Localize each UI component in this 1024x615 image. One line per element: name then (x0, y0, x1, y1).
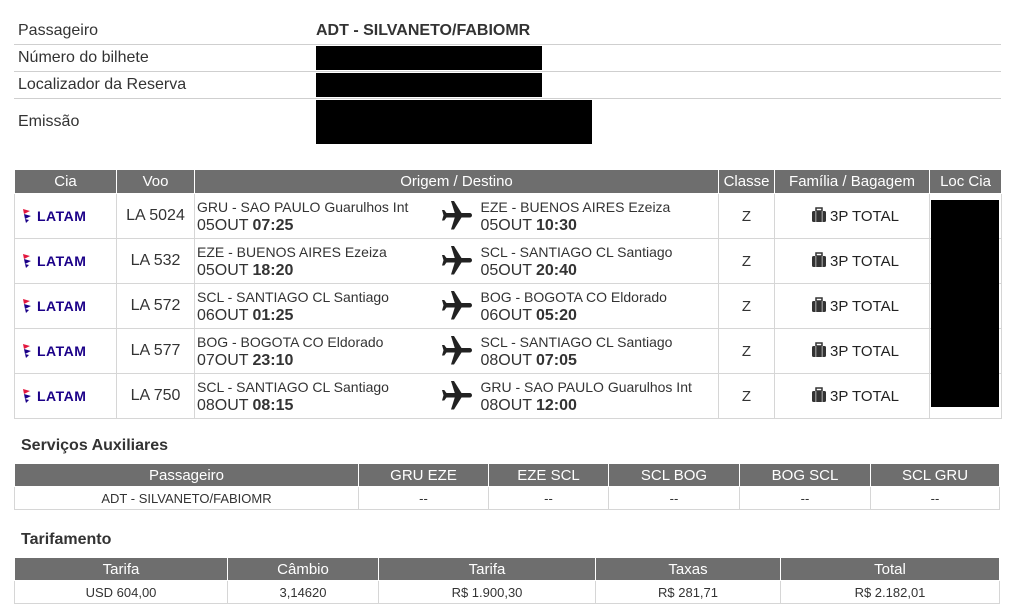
airplane-icon (439, 243, 475, 279)
airline-cell (15, 374, 117, 419)
flight-number: LA 532 (117, 239, 195, 284)
class-cell: Z (719, 194, 775, 239)
info-row-emissao (14, 99, 1001, 145)
flight-number: LA 5024 (117, 194, 195, 239)
aux-row (15, 487, 1000, 510)
class-cell: Z (719, 284, 775, 329)
info-row-passageiro (14, 18, 1001, 45)
header-voo: Voo (117, 170, 195, 194)
aux-cell-passageiro: ADT - SILVANETO/FABIOMR (15, 487, 359, 510)
aux-header-passageiro: Passageiro (15, 464, 359, 487)
redacted-localizador (316, 73, 542, 97)
header-familia-bagagem: Família / Bagagem (775, 170, 930, 194)
origin-place: SCL - SANTIAGO CL Santiago (197, 378, 389, 395)
baggage-cell (775, 194, 930, 239)
tarif-header-cambio: Câmbio (228, 558, 379, 581)
tarif-header-tarifa-brl: Tarifa (379, 558, 596, 581)
header-loc-cia: Loc Cia (930, 170, 1002, 194)
airline-cell (15, 194, 117, 239)
tarif-header-taxas: Taxas (596, 558, 781, 581)
flights-header-row (15, 170, 1002, 194)
aux-header-scl-gru: SCL GRU (871, 464, 1000, 487)
tarif-cell-cambio: 3,14620 (228, 581, 379, 604)
destination (479, 198, 719, 235)
flight-row (15, 194, 1002, 239)
latam-logo-icon (21, 253, 35, 269)
airline-cell (15, 284, 117, 329)
latam-logo-text: LATAM (37, 253, 87, 269)
tarif-cell-tarifa-brl: R$ 1.900,30 (379, 581, 596, 604)
aux-cell-gru-eze: -- (359, 487, 489, 510)
latam-logo-text: LATAM (37, 388, 87, 404)
header-cia: Cia (15, 170, 117, 194)
localizador-label: Localizador da Reserva (18, 76, 187, 93)
origin-time: 18:20 (252, 261, 294, 279)
route-cell (195, 194, 719, 239)
flight-row (15, 329, 1002, 374)
bilhete-label: Número do bilhete (18, 49, 149, 66)
origin-place: GRU - SAO PAULO Guarulhos Int (197, 198, 409, 215)
origin-time: 01:25 (252, 306, 294, 324)
emissao-label: Emissão (18, 113, 80, 130)
passenger-info (14, 18, 1001, 145)
aux-cell-bog-scl: -- (740, 487, 871, 510)
airplane-icon (439, 333, 475, 369)
tarif-header-row (15, 558, 1000, 581)
airline-cell (15, 329, 117, 374)
aux-title: Serviços Auxiliares (21, 437, 169, 454)
latam-logo (15, 253, 116, 269)
destination-time: 07:05 (535, 351, 577, 369)
baggage-cell (775, 239, 930, 284)
destination (479, 288, 719, 325)
latam-logo (15, 388, 116, 404)
flight-number: LA 572 (117, 284, 195, 329)
aux-cell-scl-gru: -- (871, 487, 1000, 510)
airplane-icon (439, 288, 475, 324)
baggage-icon (811, 387, 827, 403)
origin-date: 06OUT (197, 306, 249, 324)
tarif-cell-tarifa: USD 604,00 (15, 581, 228, 604)
emissao-value (316, 99, 1001, 144)
redacted-bilhete (316, 46, 542, 70)
destination-time: 10:30 (535, 216, 577, 234)
origin (195, 378, 435, 415)
baggage-icon (811, 342, 827, 358)
latam-logo (15, 298, 116, 314)
latam-logo (15, 208, 116, 224)
destination-place: EZE - BUENOS AIRES Ezeiza (480, 198, 671, 215)
destination-date: 05OUT (480, 261, 533, 279)
route-cell (195, 329, 719, 374)
latam-logo-text: LATAM (37, 208, 87, 224)
aux-table (14, 463, 1000, 510)
flight-row (15, 374, 1002, 419)
class-cell: Z (719, 374, 775, 419)
origin (195, 198, 435, 235)
baggage-icon (811, 252, 827, 268)
destination-place: GRU - SAO PAULO Guarulhos Int (480, 378, 692, 395)
baggage-icon (811, 297, 827, 313)
tarifamento-table (14, 557, 1000, 604)
latam-logo (15, 343, 116, 359)
destination-date: 08OUT (480, 396, 533, 414)
airplane-icon (439, 378, 475, 414)
flight-row (15, 284, 1002, 329)
origin-time: 23:10 (252, 351, 294, 369)
route-cell (195, 284, 719, 329)
destination-date: 06OUT (480, 306, 533, 324)
class-cell: Z (719, 239, 775, 284)
origin-date: 08OUT (197, 396, 249, 414)
destination-date: 05OUT (480, 216, 533, 234)
destination-place: SCL - SANTIAGO CL Santiago (480, 243, 673, 260)
destination-time: 20:40 (535, 261, 577, 279)
destination (479, 378, 719, 415)
baggage-text: 3P TOTAL (830, 343, 899, 360)
aux-header-bog-scl: BOG SCL (740, 464, 871, 487)
route-cell (195, 374, 719, 419)
header-origem-destino: Origem / Destino (195, 170, 719, 194)
baggage-text: 3P TOTAL (830, 298, 899, 315)
info-row-bilhete (14, 45, 1001, 72)
origin-place: EZE - BUENOS AIRES Ezeiza (197, 243, 387, 260)
info-row-localizador (14, 72, 1001, 99)
airline-cell (15, 239, 117, 284)
origin-time: 07:25 (252, 216, 294, 234)
localizador-value (316, 73, 1001, 97)
latam-logo-icon (21, 298, 35, 314)
origin (195, 288, 435, 325)
destination-time: 05:20 (535, 306, 577, 324)
latam-logo-icon (21, 388, 35, 404)
flight-number: LA 750 (117, 374, 195, 419)
baggage-text: 3P TOTAL (830, 388, 899, 405)
origin-place: BOG - BOGOTA CO Eldorado (197, 333, 384, 350)
tarif-row (15, 581, 1000, 604)
destination-place: BOG - BOGOTA CO Eldorado (480, 288, 667, 305)
latam-logo-icon (21, 208, 35, 224)
flight-row (15, 239, 1002, 284)
aux-header-eze-scl: EZE SCL (489, 464, 609, 487)
bilhete-value (316, 46, 1001, 70)
route-cell (195, 239, 719, 284)
aux-cell-scl-bog: -- (609, 487, 740, 510)
header-classe: Classe (719, 170, 775, 194)
destination-place: SCL - SANTIAGO CL Santiago (480, 333, 673, 350)
baggage-cell (775, 374, 930, 419)
baggage-text: 3P TOTAL (830, 208, 899, 225)
latam-logo-icon (21, 343, 35, 359)
tarif-header-total: Total (781, 558, 1000, 581)
baggage-text: 3P TOTAL (830, 253, 899, 270)
destination (479, 333, 719, 370)
origin (195, 243, 435, 280)
baggage-icon (811, 207, 827, 223)
destination (479, 243, 719, 280)
redacted-loc-cia (931, 200, 999, 407)
aux-header-row (15, 464, 1000, 487)
aux-cell-eze-scl: -- (489, 487, 609, 510)
origin (195, 333, 435, 370)
tarif-header-tarifa: Tarifa (15, 558, 228, 581)
origin-time: 08:15 (252, 396, 294, 414)
passageiro-value: ADT - SILVANETO/FABIOMR (316, 22, 531, 39)
aux-header-scl-bog: SCL BOG (609, 464, 740, 487)
baggage-cell (775, 329, 930, 374)
tarif-cell-total: R$ 2.182,01 (781, 581, 1000, 604)
flight-number: LA 577 (117, 329, 195, 374)
origin-date: 05OUT (197, 216, 249, 234)
tarif-cell-taxas: R$ 281,71 (596, 581, 781, 604)
tarifamento-title: Tarifamento (21, 531, 112, 548)
airplane-icon (439, 198, 475, 234)
aux-header-gru-eze: GRU EZE (359, 464, 489, 487)
passageiro-label: Passageiro (18, 22, 99, 39)
origin-place: SCL - SANTIAGO CL Santiago (197, 288, 389, 305)
origin-date: 07OUT (197, 351, 249, 369)
class-cell: Z (719, 329, 775, 374)
latam-logo-text: LATAM (37, 343, 87, 359)
origin-date: 05OUT (197, 261, 249, 279)
redacted-emissao (316, 100, 592, 144)
flights-table (14, 169, 1002, 419)
destination-date: 08OUT (480, 351, 533, 369)
latam-logo-text: LATAM (37, 298, 87, 314)
destination-time: 12:00 (535, 396, 577, 414)
baggage-cell (775, 284, 930, 329)
